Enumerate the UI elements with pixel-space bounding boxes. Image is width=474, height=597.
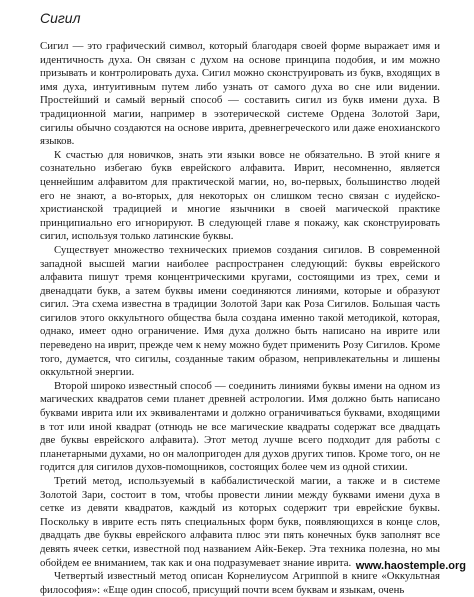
paragraph-6: Четвертый известный метод описан Корнелиусом Агриппой в книге «Оккультная философия»: «Еще один способ, присущий почти всем буквам и языкам, очень [40, 570, 440, 596]
paragraph-3: Существует множество технических приемов создания сигилов. В современной западной высшей магии наиболее распространен следующий: буквы еврейского алфавита пишут тремя концентрическими кругами, состоящими из трех, семи и двенадцати букв, а затем буквы имени соединяются линиями, которые и образуют сигил. Эта схема известна в традиции Золотой Зари как Роза Сигилов. Большая часть сигилов этого оккультного общества была создана именно такой методикой, которая, однако, имеет одно ограничение. Имя духа должно быть написано на иврите или переведено на иврит, прежде чем к нему можно будет применить Розу Сигилов. Кроме того, думается, что сигилы, созданные таким образом, непривлекательны и лишены оккультной энергии. [40, 243, 440, 379]
body-text [40, 40, 440, 597]
paragraph-5: Третий метод, используемый в каббалистической магии, а также и в системе Золотой Зари, состоит в том, чтобы провести линии между буквами имени духа в сетке из девяти квадратов, каждый из которых содержит три еврейские буквы. Поскольку в иврите есть пять специальных форм букв, появляющихся в конце слов, двадцать две буквы еврейского алфавита плюс эти пять конечных букв заполнят все девять ячеек сетки, известной под названием Айк-Бекер. Эта техника полезна, но мы обойдем ее вниманием, так как и она подразумевает знание иврита. [40, 475, 440, 569]
paragraph-1: Сигил — это графический символ, который благодаря своей форме выражает имя и идентичность духа. Он связан с духом на основе принципа подобия, и им можно призывать и контролировать духа. Сигил можно сконструировать из букв, входящих в имя духа, интуитивным путем либо узнать от самого духа во сне или видении. Простейший и самый верный способ — составить сигил из букв имени духа. В традиционной магии, например в эзотерической системе Ордена Золотой Зари, сигилы обычно создаются на основе иврита, древнегреческого или даже енохианского языков. [40, 40, 440, 148]
page-title: Сигил [40, 10, 81, 26]
watermark-url: www.haostemple.org [355, 560, 466, 572]
paragraph-4: Второй широко известный способ — соединить линиями буквы имени на одном из магических квадратов семи планет древней астрологии. Имя должно быть написано буквами иврита или их эквивалентами и должно ограничиваться буквами, входящими в тот или иной квадрат (отнюдь не все магические квадраты содержат все двадцать две буквы еврейского алфавита). Этот метод лучше всего подходит для работы с планетарными духами, но он малопригоден для духов других типов. Кроме того, он не годится для сигилов духов-помощников, состоящих более чем из одной стихии. [40, 379, 440, 474]
paragraph-2: К счастью для новичков, знать эти языки вовсе не обязательно. В этой книге я сознательно избегаю букв еврейского алфавита. Иврит, несомненно, является ценнейшим алфавитом для практической магии, но, во-первых, большинство людей его не знают, а во-вторых, для некоторых он слишком тесно связан с иудейско-христианской традицией и многие язычники в своей магической практике принципиально его игнорируют. В следующей главе я покажу, как сконструировать сигил, используя только латинские буквы. [40, 148, 440, 243]
